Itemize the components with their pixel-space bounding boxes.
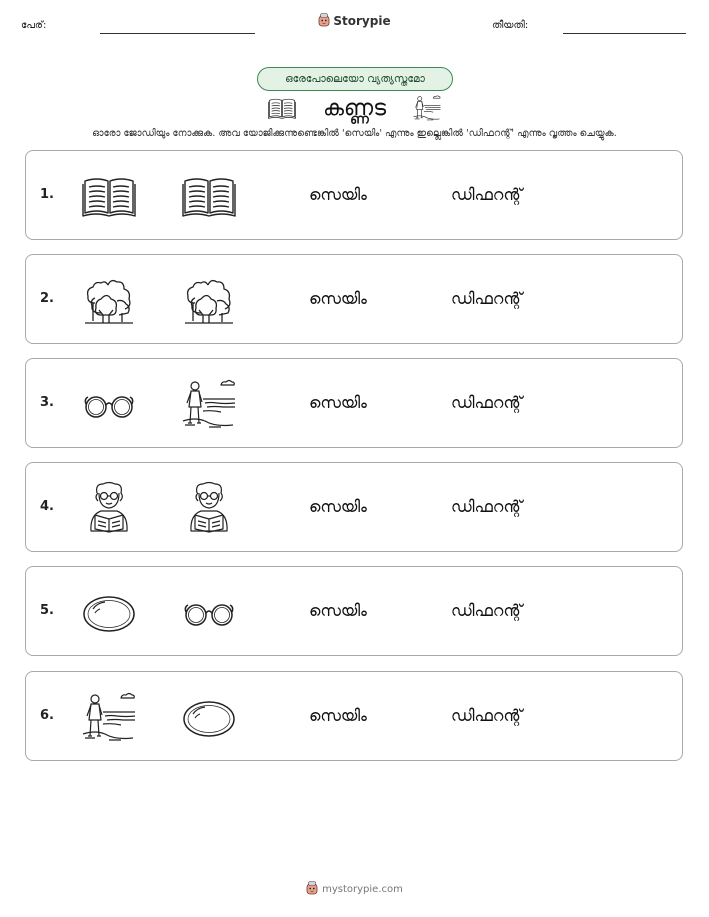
left-picture xyxy=(81,273,137,327)
glasses-icon xyxy=(81,377,137,431)
different-option[interactable]: ഡിഫറന്റ് xyxy=(451,601,523,620)
right-picture xyxy=(181,690,237,744)
question-number: 2. xyxy=(40,291,54,306)
left-picture xyxy=(81,585,137,639)
book-icon xyxy=(181,169,237,223)
question-row xyxy=(25,462,683,552)
trees-icon xyxy=(181,273,237,327)
same-option[interactable]: സെയിം xyxy=(309,185,367,204)
page-title: കണ്ണട xyxy=(322,95,387,121)
name-field[interactable] xyxy=(100,33,255,34)
question-row xyxy=(25,566,683,656)
grandma-reading-icon xyxy=(81,481,137,535)
question-row xyxy=(25,254,683,344)
right-picture xyxy=(181,273,237,327)
brand xyxy=(0,13,709,28)
same-option[interactable]: സെയിം xyxy=(309,601,367,620)
question-number: 6. xyxy=(40,708,54,723)
question-number: 4. xyxy=(40,499,54,514)
different-option[interactable]: ഡിഫറന്റ് xyxy=(451,393,523,412)
name-label: പേര്: xyxy=(21,20,47,31)
date-label: തീയതി: xyxy=(492,20,529,31)
same-option[interactable]: സെയിം xyxy=(309,289,367,308)
storypie-logo-icon xyxy=(306,881,318,895)
right-picture xyxy=(181,377,237,431)
man-at-sea-icon xyxy=(412,94,442,122)
different-option[interactable]: ഡിഫറന്റ് xyxy=(451,706,523,725)
storypie-logo-icon xyxy=(318,13,330,27)
question-number: 3. xyxy=(40,395,54,410)
lens-icon xyxy=(181,690,237,744)
worksheet-type-badge: ഒരേപോലെയോ വ്യത്യസ്തമോ xyxy=(257,67,453,91)
question-row xyxy=(25,671,683,761)
trees-icon xyxy=(81,273,137,327)
question-row xyxy=(25,150,683,240)
same-option[interactable]: സെയിം xyxy=(309,706,367,725)
left-picture xyxy=(81,481,137,535)
left-picture xyxy=(81,169,137,223)
book-icon xyxy=(81,169,137,223)
glasses-icon xyxy=(181,585,237,639)
different-option[interactable]: ഡിഫറന്റ് xyxy=(451,185,523,204)
question-row xyxy=(25,358,683,448)
left-picture xyxy=(81,690,137,744)
title-row xyxy=(0,94,709,124)
lens-icon xyxy=(81,585,137,639)
question-number: 5. xyxy=(40,603,54,618)
right-picture xyxy=(181,481,237,535)
date-field[interactable] xyxy=(563,33,686,34)
different-option[interactable]: ഡിഫറന്റ് xyxy=(451,497,523,516)
grandma-reading-icon xyxy=(181,481,237,535)
brand-name: Storypie xyxy=(333,14,391,28)
same-option[interactable]: സെയിം xyxy=(309,497,367,516)
same-option[interactable]: സെയിം xyxy=(309,393,367,412)
left-picture xyxy=(81,377,137,431)
man-at-sea-icon xyxy=(181,377,237,431)
footer xyxy=(0,881,709,895)
right-picture xyxy=(181,585,237,639)
instructions: ഓരോ ജോഡിയും നോക്കുക. അവ യോജിക്കുന്നുണ്ടെങ്കിൽ 'സെയിം' എന്നും ഇല്ലെങ്കിൽ 'ഡിഫറന്റ്' എന്നും വൃത്തം ചെയ്യുക. xyxy=(92,128,617,139)
different-option[interactable]: ഡിഫറന്റ് xyxy=(451,289,523,308)
man-at-sea-icon xyxy=(81,690,137,744)
right-picture xyxy=(181,169,237,223)
footer-url: mystorypie.com xyxy=(322,884,403,895)
book-icon xyxy=(267,94,297,122)
question-number: 1. xyxy=(40,187,54,202)
